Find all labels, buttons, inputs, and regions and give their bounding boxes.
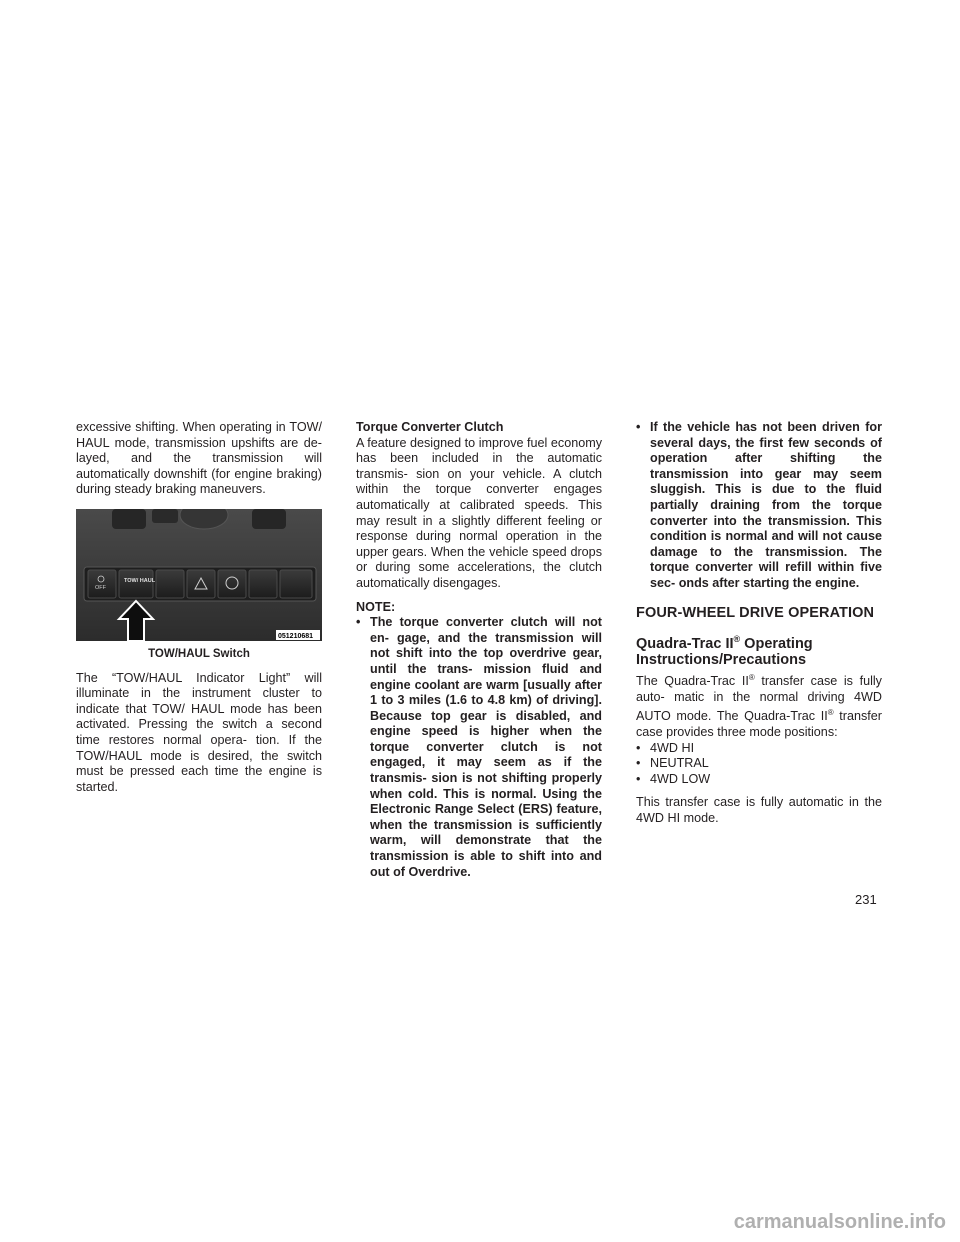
figure-caption: TOW/HAUL Switch [148, 647, 250, 660]
figure-code: 051210681 [278, 632, 314, 640]
para-part-1: The Quadra-Trac II [636, 674, 749, 689]
watermark: carmanualsonline.info [733, 1211, 946, 1233]
mode-4wd-hi: 4WD HI [650, 740, 695, 755]
para-part-3: transfer case provides three mode positions: [636, 709, 882, 740]
bullet-dot: • [636, 771, 641, 786]
mode-item [636, 772, 882, 788]
note-bullet-item [356, 615, 602, 880]
quadra-trac-paragraph [636, 670, 882, 741]
torque-converter-heading: Torque Converter Clutch [356, 420, 504, 434]
mode-item [636, 741, 882, 757]
column-left [76, 420, 322, 795]
quadra-trac-heading-b: Operating [740, 635, 813, 652]
sluggish-bullet-item [636, 420, 882, 592]
note-label: NOTE: [356, 599, 396, 614]
bullet-dot: • [636, 756, 641, 771]
four-wheel-drive-heading: FOUR-WHEEL DRIVE OPERATION [636, 604, 875, 621]
mode-4wd-low: 4WD LOW [650, 771, 711, 786]
column-middle [356, 420, 602, 880]
quadra-trac-heading-a: Quadra-Trac II [636, 635, 734, 652]
intro-paragraph: excessive shifting. When operating in TOW/ HAUL mode, transmission upshifts are de- layed, and the transmission will automatically downshift (for engine braking) during steady braking maneuvers. [76, 420, 322, 497]
switch-panel-illustration [76, 509, 322, 641]
bullet-dot: • [636, 420, 641, 434]
registered-mark: ® [827, 708, 834, 718]
page-number: 231 [855, 892, 877, 907]
mode-neutral: NEUTRAL [650, 756, 709, 771]
para-part-2: transfer case is fully auto- matic in the normal driving 4WD AUTO mode. The Quadra-Trac II [636, 674, 882, 724]
tow-haul-switch-figure [76, 509, 322, 641]
bullet-dot: • [636, 740, 641, 755]
quadra-trac-heading [636, 631, 882, 668]
final-paragraph: This transfer case is fully automatic in the 4WD HI mode. [636, 795, 882, 826]
bullet-dot: • [356, 615, 361, 630]
note-bullet-text: The torque converter clutch will not en- gage, and the transmission will not shift into the top overdrive gear, until the trans- mission fluid and engine coolant are warm [usually after 1 to 3 miles (1.6 to 4.8 km) of driving]. Because top gear is disabled, and engine speed is higher when the torque converter clutch is not engaged, it may seem as if the transmis- sion is not shifting properly when cold. This is normal. Using the Electronic Range Select (ERS) feature, when the transmission is sufficiently warm, will demonstrate that the transmission is able to shift into and out of Overdrive. [370, 615, 602, 879]
torque-converter-paragraph: A feature designed to improve fuel economy has been included in the automatic transmis- sion on your vehicle. A clutch within the torque converter engages automatically at calibrated speeds. This may result in a slightly different feeling or response during normal operation in the upper gears. When the vehicle speed drops or during some accelerations, the clutch automatically disengages. [356, 435, 602, 590]
sluggish-bullet-text: If the vehicle has not been driven for several days, the first few seconds of operation after shifting the transmission into gear may seem sluggish. This is due to the fluid partially draining from the torque converter into the transmission. This condition is normal and will not cause damage to the transmission. The torque converter will refill within five sec- onds after starting the engine. [650, 420, 882, 590]
registered-mark: ® [733, 634, 741, 645]
quadra-trac-heading-c: Instructions/Precautions [636, 651, 807, 668]
mode-item [636, 756, 882, 772]
column-right [636, 420, 882, 827]
tow-haul-button-label: TOW/ HAUL [124, 577, 156, 584]
registered-mark: ® [748, 672, 755, 682]
off-button-label: OFF [95, 584, 106, 591]
indicator-paragraph: The “TOW/HAUL Indicator Light” will illuminate in the instrument cluster to indicate that TOW/ HAUL mode has been activated. Pressing the switch a second time restores normal opera- tion. If the TOW/HAUL mode is desired, the switch must be pressed each time the engine is started. [76, 670, 322, 794]
